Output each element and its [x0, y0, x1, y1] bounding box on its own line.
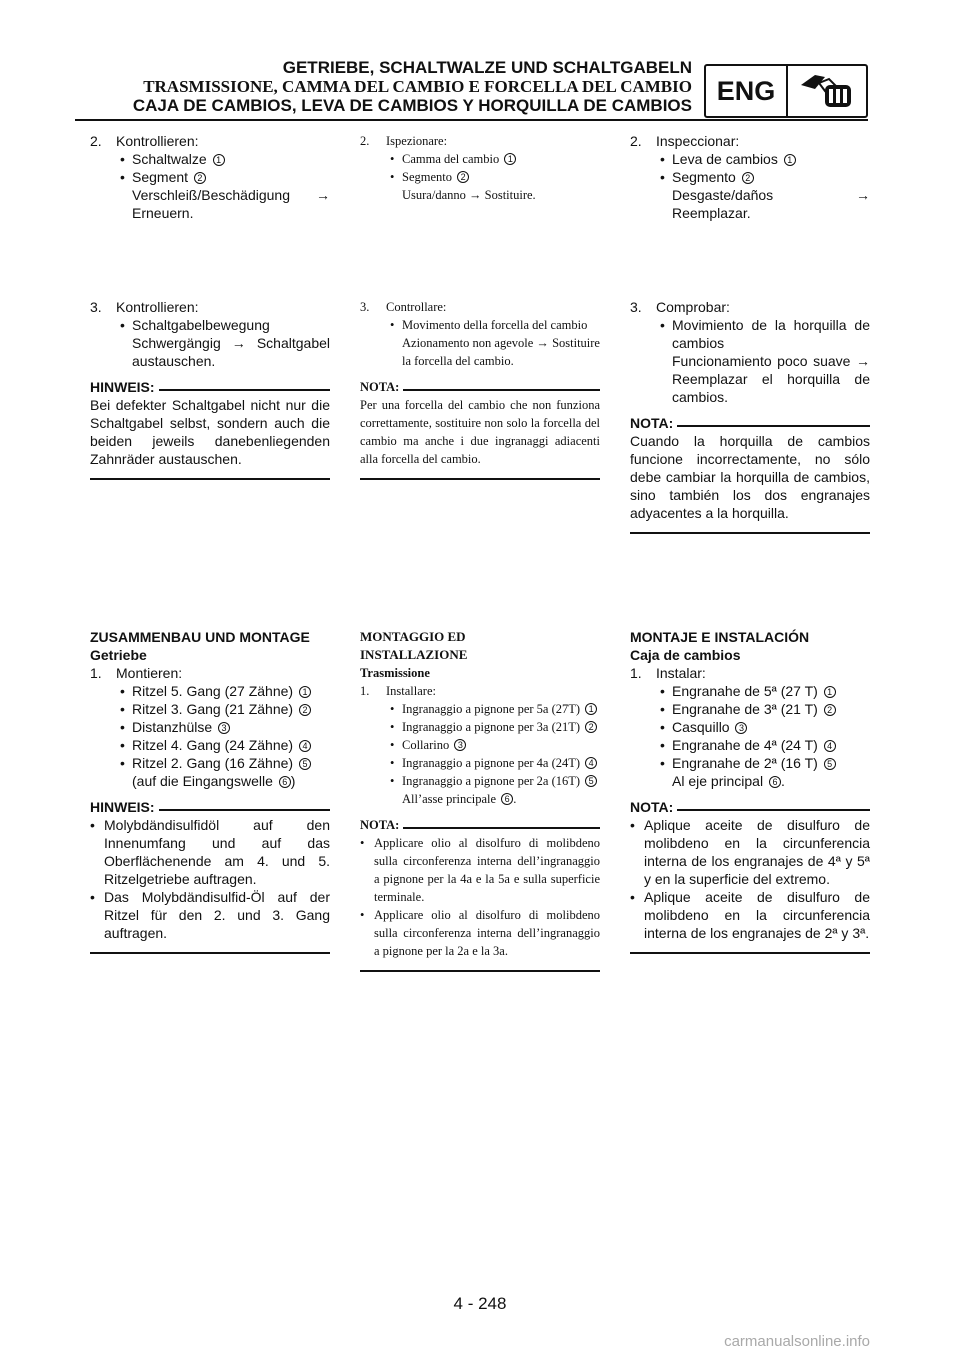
target-text: (auf die Eingangswelle: [132, 773, 273, 789]
action-text: Funcionamiento poco suave → Reemplazar el horquilla de cambios.: [672, 353, 870, 405]
list-item: Ritzel 5. Gang (27 Zähne): [132, 683, 294, 699]
list-item: Ingranaggio a pignone per 2a (16T): [402, 774, 581, 788]
punctuation: .: [780, 773, 785, 789]
list-item: Ritzel 4. Gang (24 Zähne): [132, 737, 294, 753]
callout-number: 6: [769, 776, 781, 788]
callout-number: 1: [213, 154, 225, 166]
note-heading: NOTA:: [360, 818, 400, 832]
subsection-heading: Caja de cambios: [630, 647, 741, 663]
step-label: Comprobar:: [656, 299, 730, 315]
title-italian: TRASMISSIONE, CAMMA DEL CAMBIO E FORCELLA DEL CAMBIO: [143, 77, 692, 96]
step-label: Inspeccionar:: [656, 133, 740, 149]
step-label: Kontrollieren:: [116, 299, 199, 315]
list-item: Engranahe de 2ª (16 T): [672, 755, 818, 771]
note-box: [360, 816, 600, 972]
callout-number: 2: [457, 171, 469, 183]
section-heading: ZUSAMMENBAU UND MONTAGE: [90, 629, 310, 645]
note-heading: NOTA:: [630, 799, 674, 815]
callout-number: 1: [784, 154, 796, 166]
de-inspect-section: [90, 132, 330, 222]
callout-number: 4: [824, 740, 836, 752]
step-number: 2.: [360, 134, 370, 148]
callout-number: 2: [299, 704, 311, 716]
callout-number: 5: [824, 758, 836, 770]
note-bullet: • Das Molybdändisulfid-Öl auf der Ritzel für den 2. und 3. Gang auftragen.: [90, 888, 330, 942]
list-item: Collarino: [402, 738, 450, 752]
section-heading: MONTAJE E INSTALACIÓN: [630, 629, 810, 645]
callout-number: 3: [218, 722, 230, 734]
callout-number: 2: [742, 172, 754, 184]
action-text: Desgaste/daños → Reemplazar.: [672, 187, 870, 221]
note-bullet: • Aplique aceite de disulfuro de molibdeno en la circunferencia interna de los engranajes de 2ª y 3ª.: [630, 888, 870, 942]
callout-number: 1: [585, 703, 597, 715]
note-box: [90, 378, 330, 480]
note-bullet: • Aplique aceite de disulfuro de molibdeno en la circunferencia interna de los engranajes de 4ª y 5ª y en la superficie del extremo.: [630, 816, 870, 888]
list-item: Leva de cambios: [672, 151, 778, 167]
callout-number: 1: [824, 686, 836, 698]
subsection-heading: Trasmissione: [360, 666, 430, 680]
action-text: Schwergängig → Schaltgabel austauschen.: [132, 335, 330, 369]
note-box: [360, 378, 600, 480]
callout-number: 5: [585, 775, 597, 787]
note-heading: HINWEIS:: [90, 379, 155, 395]
list-item: Schaltwalze: [132, 151, 207, 167]
list-item: Ingranaggio a pignone per 4a (24T): [402, 756, 581, 770]
list-item: Distanzhülse: [132, 719, 213, 735]
es-inspect-section: [630, 132, 870, 222]
list-item: Ritzel 3. Gang (21 Zähne): [132, 701, 294, 717]
note-text: Bei defekter Schaltgabel nicht nur die Schaltgabel selbst, sondern auch die beiden jeweils danebenliegenden Zahnräder austauschen.: [90, 397, 330, 467]
callout-number: 2: [585, 721, 597, 733]
step-number: 3.: [90, 299, 102, 315]
section-badge-label: ENG: [706, 66, 788, 116]
engine-icon: [788, 66, 866, 116]
step-number: 1.: [90, 665, 102, 681]
step-number: 1.: [360, 684, 370, 698]
callout-number: 2: [194, 172, 206, 184]
step-label: Kontrollieren:: [116, 133, 199, 149]
target-text: All’asse principale: [402, 792, 497, 806]
list-item: Segment: [132, 169, 189, 185]
callout-number: 4: [585, 757, 597, 769]
note-box: [90, 798, 330, 954]
note-text: Cuando la horquilla de cambios funcione incorrectamente, no sólo debe cambiar la horquilla de cambios, sino también los dos engranajes adyacentes a la horquilla.: [630, 433, 870, 521]
callout-number: 6: [279, 776, 291, 788]
step-label: Ispezionare:: [386, 134, 448, 148]
list-item: Ingranaggio a pignone per 5a (27T): [402, 702, 581, 716]
action-text: Azionamento non agevole → Sostituire la forcella del cambio.: [402, 336, 600, 368]
step-label: Controllare:: [386, 300, 447, 314]
it-check-section: [360, 298, 600, 480]
callout-number: 3: [735, 722, 747, 734]
section-heading: MONTAGGIO ED INSTALLAZIONE: [360, 629, 468, 662]
note-bullet: • Molybdändisulfidöl auf den Innenumfang und auf das Oberflächenende am 4. und 5. Ritzelgetriebe auftragen.: [90, 816, 330, 888]
step-number: 1.: [630, 665, 642, 681]
page-header: [0, 0, 960, 130]
callout-number: 4: [299, 740, 311, 752]
note-bullet: • Applicare olio al disolfuro di molibdeno sulla circonferenza interna dell’ingranaggio a pignone per la 4a e la 5a e sulla superficie terminale.: [360, 834, 600, 906]
section-badge: [704, 64, 868, 118]
list-item: Engranahe de 5ª (27 T): [672, 683, 818, 699]
list-item: Casquillo: [672, 719, 730, 735]
note-heading: NOTA:: [630, 415, 674, 431]
header-rule: [75, 119, 868, 121]
step-label: Installare:: [386, 684, 436, 698]
callout-number: 6: [501, 793, 513, 805]
de-assembly-section: [90, 628, 330, 954]
subsection-heading: Getriebe: [90, 647, 147, 663]
list-item: Ingranaggio a pignone per 3a (21T): [402, 720, 581, 734]
list-item: Movimento della forcella del cambio: [402, 318, 588, 332]
note-box: [630, 798, 870, 954]
step-number: 3.: [360, 300, 370, 314]
watermark: carmanualsonline.info: [724, 1333, 870, 1350]
section-titles: [133, 58, 692, 115]
step-number: 3.: [630, 299, 642, 315]
step-number: 2.: [630, 133, 642, 149]
title-spanish: CAJA DE CAMBIOS, LEVA DE CAMBIOS Y HORQUILLA DE CAMBIOS: [132, 96, 692, 115]
es-check-section: [630, 298, 870, 534]
callout-number: 2: [824, 704, 836, 716]
step-number: 2.: [90, 133, 102, 149]
callout-number: 1: [504, 153, 516, 165]
list-item: Segmento: [402, 170, 452, 184]
list-item: Ritzel 2. Gang (16 Zähne): [132, 755, 294, 771]
note-box: [630, 414, 870, 534]
list-item: Engranahe de 4ª (24 T): [672, 737, 818, 753]
it-inspect-section: [360, 132, 600, 204]
callout-number: 3: [454, 739, 466, 751]
punctuation: ): [290, 773, 296, 789]
list-item: Schaltgabelbewegung: [132, 317, 270, 333]
target-text: Al eje principal: [672, 773, 764, 789]
title-german: GETRIEBE, SCHALTWALZE UND SCHALTGABELN: [282, 58, 692, 77]
note-heading: NOTA:: [360, 380, 400, 394]
list-item: Camma del cambio: [402, 152, 500, 166]
note-heading: HINWEIS:: [90, 799, 155, 815]
action-text: Verschleiß/Beschädigung → Erneuern.: [132, 187, 330, 221]
list-item: Movimiento de la horquilla de cambios: [672, 317, 870, 351]
action-text: Usura/danno → Sostituire.: [402, 188, 536, 202]
callout-number: 5: [299, 758, 311, 770]
note-text: Per una forcella del cambio che non funziona correttamente, sostituire non solo la forcella del cambio ma anche i due ingranaggi adiacenti alla forcella del cambio.: [360, 398, 600, 466]
it-assembly-section: [360, 628, 600, 972]
punctuation: .: [513, 792, 517, 806]
callout-number: 1: [299, 686, 311, 698]
list-item: Segmento: [672, 169, 736, 185]
list-item: Engranahe de 3ª (21 T): [672, 701, 818, 717]
step-label: Montieren:: [116, 665, 183, 681]
es-assembly-section: [630, 628, 870, 954]
page-number: 4 - 248: [453, 1294, 507, 1313]
note-bullet: • Applicare olio al disolfuro di molibdeno sulla circonferenza interna dell’ingranaggio a pignone per la 2a e la 3a.: [360, 906, 600, 960]
step-label: Instalar:: [656, 665, 706, 681]
de-check-section: [90, 298, 330, 480]
